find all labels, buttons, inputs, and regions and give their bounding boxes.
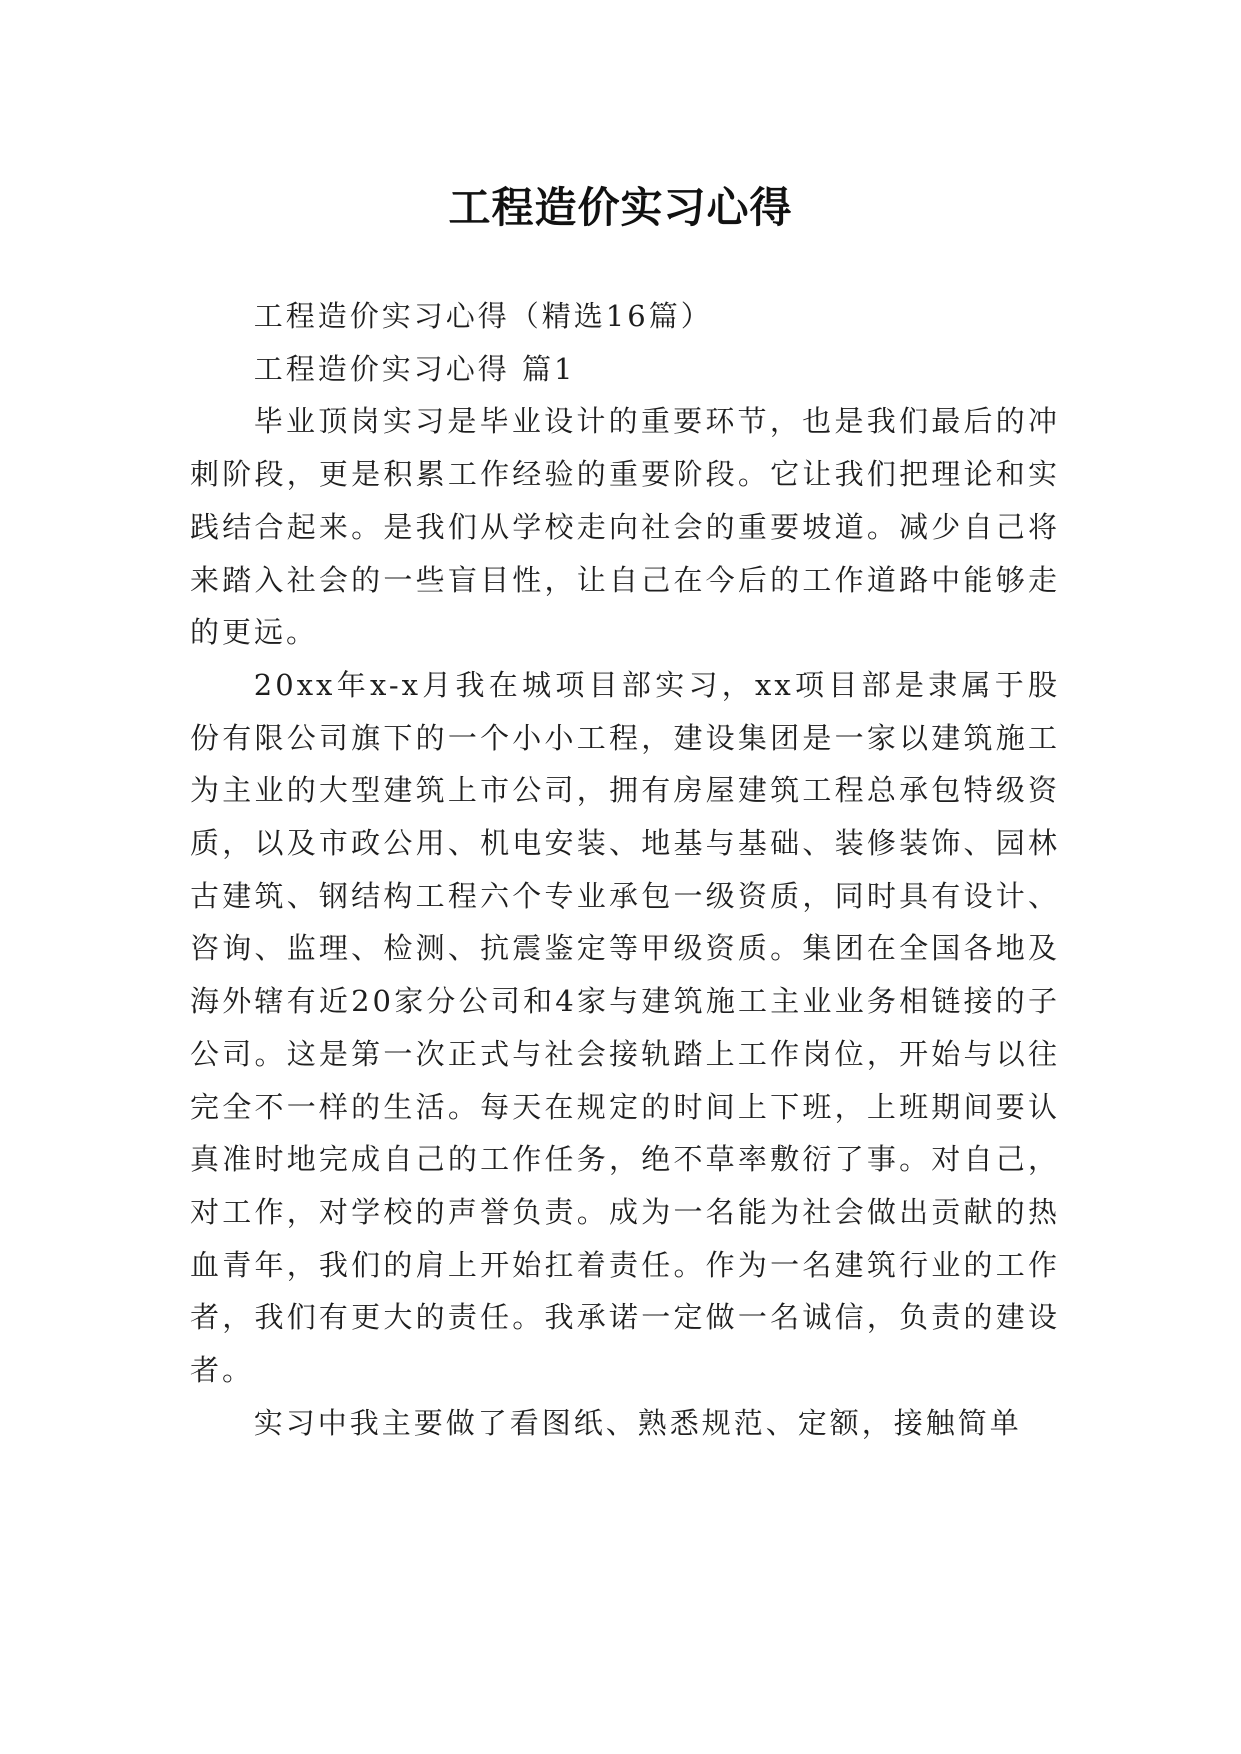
body-paragraph: 实习中我主要做了看图纸、熟悉规范、定额，接触简单 — [253, 1405, 1022, 1440]
section-heading: 工程造价实习心得 篇1 — [253, 351, 576, 386]
body-paragraph: 20xx年x-x月我在城项目部实习，xx项目部是隶属于股份有限公司旗下的一个小小工程，建设集团是一家以建筑施工为主业的大型建筑上市公司，拥有房屋建筑工程总承包特级资质，以及市政公用、机电安装、地基与基础、装修装饰、园林古建筑、钢结构工程六个专业承包一级资质，同时具有设计、咨询、监理、检测、抗震鉴定等甲级资质。集团在全国各地及海外辖有近20家分公司和4家与建筑施工主业业务相链接的子公司。这是第一次正式与社会接轨踏上工作岗位，开始与以往完全不一样的生活。每天在规定的时间上下班，上班期间要认真准时地完成自己的工作任务，绝不草率敷衍了事。对自己，对工作，对学校的声誉负责。成为一名能为社会做出贡献的热血青年，我们的肩上开始扛着责任。作为一名建筑行业的工作者，我们有更大的责任。我承诺一定做一名诚信，负责的建设者。 — [190, 667, 1060, 1388]
document-body — [190, 290, 1060, 1449]
document-title: 工程造价实习心得 — [448, 183, 793, 233]
subtitle-paragraph: 工程造价实习心得（精选16篇） — [253, 299, 713, 333]
body-paragraph: 毕业顶岗实习是毕业设计的重要环节，也是我们最后的冲刺阶段，更是积累工作经验的重要阶段。它让我们把理论和实践结合起来。是我们从学校走向社会的重要坡道。减少自己将来踏入社会的一些盲目性，让自己在今后的工作道路中能够走的更远。 — [190, 404, 1060, 650]
